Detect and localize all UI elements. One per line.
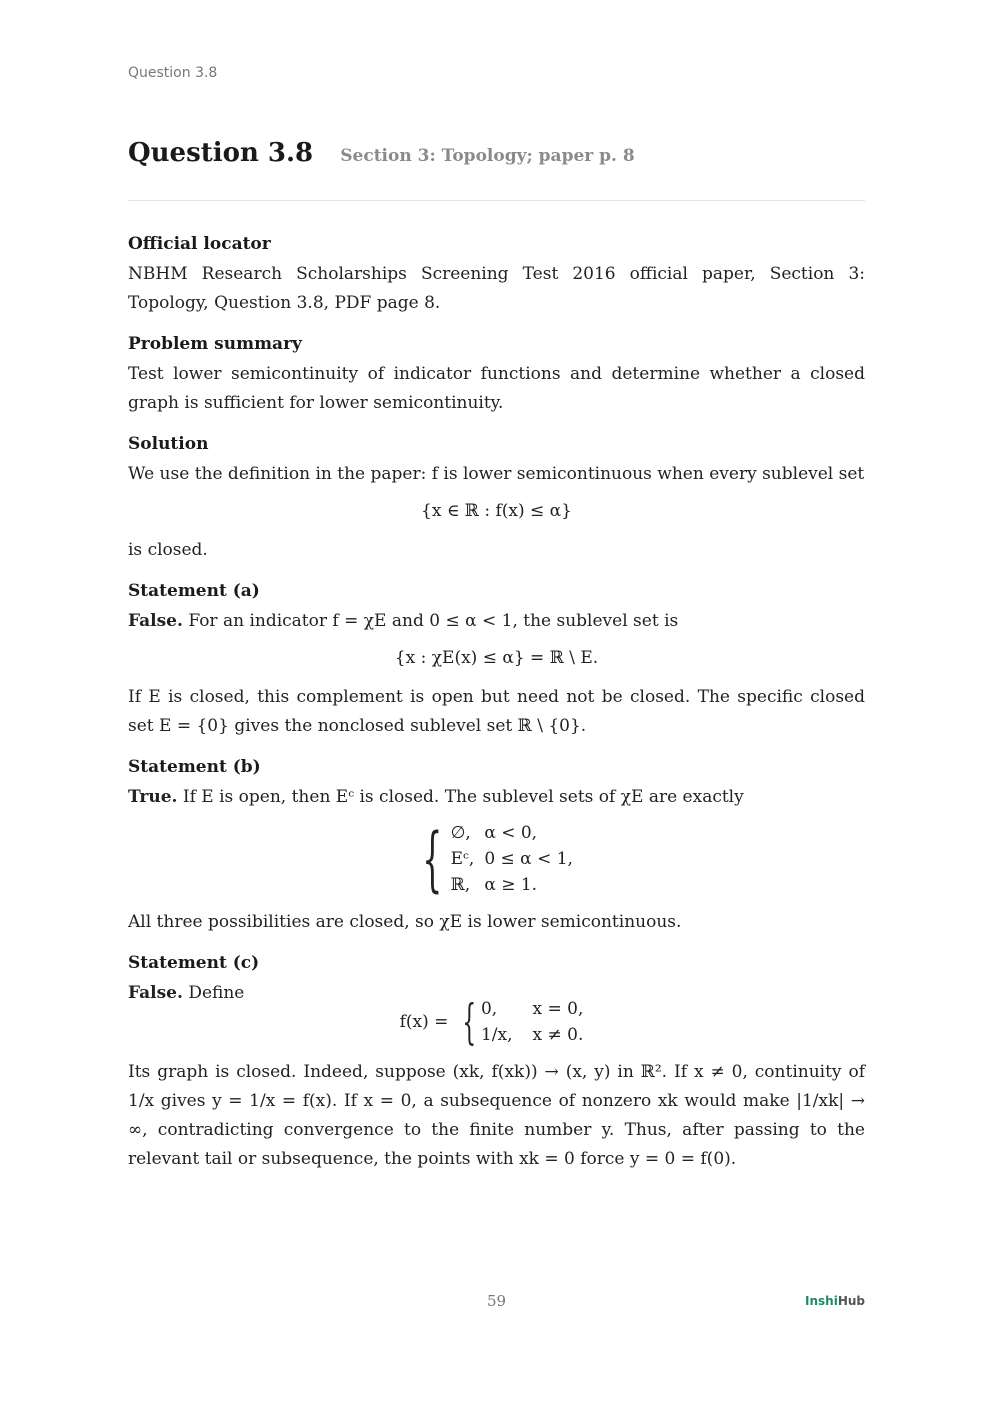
section-locator [128,232,865,318]
case-condition: x ≠ 0. [532,1025,584,1045]
statement-text: If E is closed, this complement is open but need not be closed. The specific closed set E = {0} gives the nonclosed sublevel set ℝ \ {0}. [128,687,865,736]
section-statement-c [128,951,865,1174]
title-divider [128,200,865,201]
statement-text: If E is open, then Eᶜ is closed. The sublevel sets of χE are exactly [182,787,744,807]
statement-text: For an indicator f = χE and 0 ≤ α < 1, the sublevel set is [188,611,679,631]
section-text: Test lower semicontinuity of indicator functions and determine whether a closed graph is sufficient for lower semicontinuity. [128,364,865,413]
case-row [451,820,583,846]
case-condition: α < 0, [484,823,538,843]
cases-table [481,996,593,1048]
left-brace: { [422,818,443,900]
question-title: Question 3.8 [128,138,314,168]
case-row [481,996,593,1022]
section-heading: Official locator [128,234,271,254]
brand-logo [805,1294,865,1308]
running-head: Question 3.8 [128,65,218,81]
case-value: Eᶜ, [450,849,475,869]
verdict: False. [128,983,183,1003]
solution-after: is closed. [128,540,208,560]
case-value: ℝ, [450,875,471,895]
case-value: 1/x, [480,1025,513,1045]
case-condition: 0 ≤ α < 1, [484,849,573,869]
statement-text: All three possibilities are closed, so χE is lower semicontinuous. [128,912,682,932]
section-heading: Solution [128,434,209,454]
case-row [481,1022,593,1048]
document-body [128,232,865,1188]
section-heading: Problem summary [128,334,302,354]
case-condition: x = 0, [532,999,584,1019]
question-subtitle: Section 3: Topology; paper p. 8 [340,146,635,166]
section-heading: Statement (c) [128,953,260,973]
brand-part: Inshi [805,1294,838,1308]
section-text: NBHM Research Scholarships Screening Test 2016 official paper, Section 3: Topology, Question 3.8, PDF page 8. [128,264,865,313]
brand-part: Hub [837,1294,865,1308]
case-value: 0, [480,999,498,1019]
left-brace: { [462,994,477,1050]
case-condition: α ≥ 1. [484,875,538,895]
display-equation: {x ∈ ℝ : f(x) ≤ α} [421,501,572,521]
case-value: ∅, [450,823,471,843]
section-statement-b [128,755,865,937]
statement-text: Its graph is closed. Indeed, suppose (xk, f(xk)) → (x, y) in ℝ². If x ≠ 0, continuity of 1/x gives y = 1/x = f(x). If x = 0, a subsequence of nonzero xk would make |1/xk| → ∞, contradicting convergence to the finite number y. Thus, after passing to the relevant tail or subsequence, the points with xk = 0 force y = 0 = f(0). [128,1062,865,1169]
verdict: False. [128,611,183,631]
section-solution [128,432,865,565]
statement-a-line [128,607,865,636]
page-number: 59 [486,1292,507,1310]
section-heading: Statement (b) [128,757,261,777]
display-equation: {x : χE(x) ≤ α} = ℝ \ E. [394,648,599,668]
function-lhs: f(x) = [399,1011,449,1032]
cases-display [128,820,865,898]
verdict: True. [128,787,178,807]
case-row [451,846,583,872]
statement-text: Define [188,983,245,1003]
statement-b-line [128,783,865,812]
section-summary [128,332,865,418]
cases-table [451,820,583,898]
section-statement-a [128,579,865,741]
case-row [451,872,583,898]
section-heading: Statement (a) [128,581,260,601]
question-title-row [128,138,865,168]
solution-intro: We use the definition in the paper: f is lower semicontinuous when every sublevel set [128,464,865,484]
